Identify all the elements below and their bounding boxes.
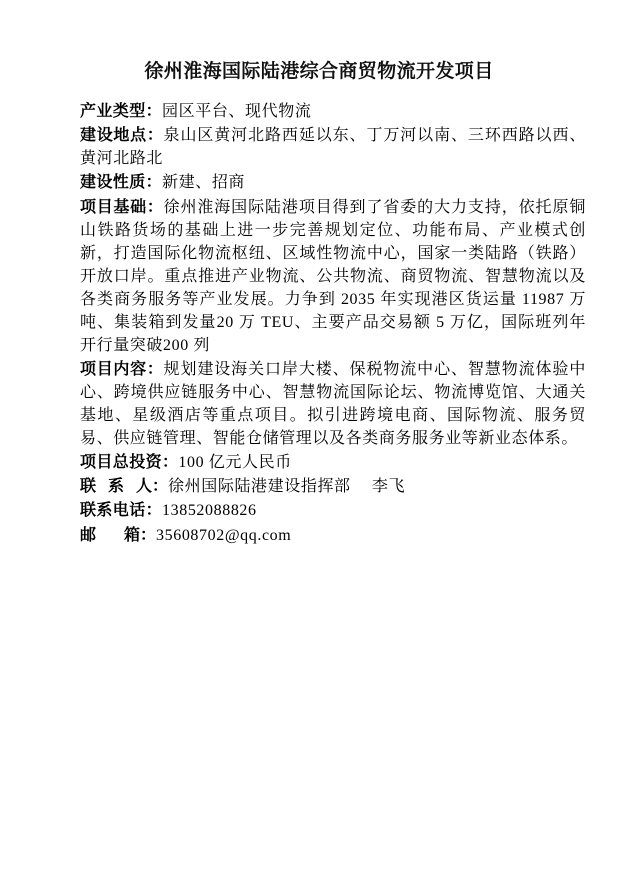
document-title: 徐州淮海国际陆港综合商贸物流开发项目 xyxy=(144,60,494,82)
field-value: 徐州国际陆港建设指挥部 李飞 xyxy=(168,478,406,496)
field-label-part: 箱： xyxy=(124,524,157,544)
field-label: 建设性质： xyxy=(80,172,163,192)
field-value: 规划建设海关口岸大楼、保税物流中心、智慧物流体验中心、跨境供应链服务中心、智慧物流国际论坛、物流博览馆、大通关基地、星级酒店等重点项目。拟引进跨境电商、国际物流、服务贸易、供应链管理、智能仓储管理以及各类商务服务业等新业态体系。 xyxy=(80,360,586,447)
field-label: 产业类型： xyxy=(80,101,163,120)
field-industry-type xyxy=(80,98,586,121)
field-nature xyxy=(80,169,586,192)
field-phone xyxy=(80,497,586,520)
field-basis xyxy=(80,194,586,355)
field-contact xyxy=(80,473,586,496)
field-investment xyxy=(80,449,586,472)
field-value: 100 亿元人民币 xyxy=(178,453,292,471)
field-email xyxy=(80,522,586,545)
field-content xyxy=(80,356,586,448)
field-value: 园区平台、现代物流 xyxy=(162,103,312,120)
field-label: 项目内容： xyxy=(80,358,164,378)
field-location xyxy=(80,122,586,168)
field-value: 泉山区黄河北路西延以东、丁万河以南、三环西路以西、黄河北路北 xyxy=(80,127,586,168)
field-label-part: 人： xyxy=(136,476,169,496)
field-label: 联系电话： xyxy=(80,500,163,520)
field-label: 项目基础： xyxy=(80,196,164,216)
field-label-part: 联 xyxy=(80,476,97,496)
field-value: 徐州淮海国际陆港项目得到了省委的大力支持，依托原铜山铁路货场的基础上进一步完善规划定位、功能布局、产业模式创新，打造国际化物流枢纽、区域性物流中心，国家一类陆路（铁路）开放口岸。重点推进产业物流、公共物流、商贸物流、智慧物流以及各类商务服务等产业发展。力争到 2035 年实现港区货运量 11987 万吨、集装箱到发量20 万 TEU、主要产品交易额 5 万亿，国际班列年开行量突破200 列 xyxy=(80,198,586,354)
field-label-part: 邮 xyxy=(80,524,97,544)
field-value: 新建、招商 xyxy=(162,174,246,192)
field-label-part: 系 xyxy=(108,476,125,496)
document-body xyxy=(80,98,586,545)
field-label: 项目总投资： xyxy=(80,451,179,471)
field-label: 建设地点： xyxy=(80,125,164,145)
field-value: 13852088826 xyxy=(162,502,257,520)
field-value: 35608702@qq.com xyxy=(156,526,292,544)
